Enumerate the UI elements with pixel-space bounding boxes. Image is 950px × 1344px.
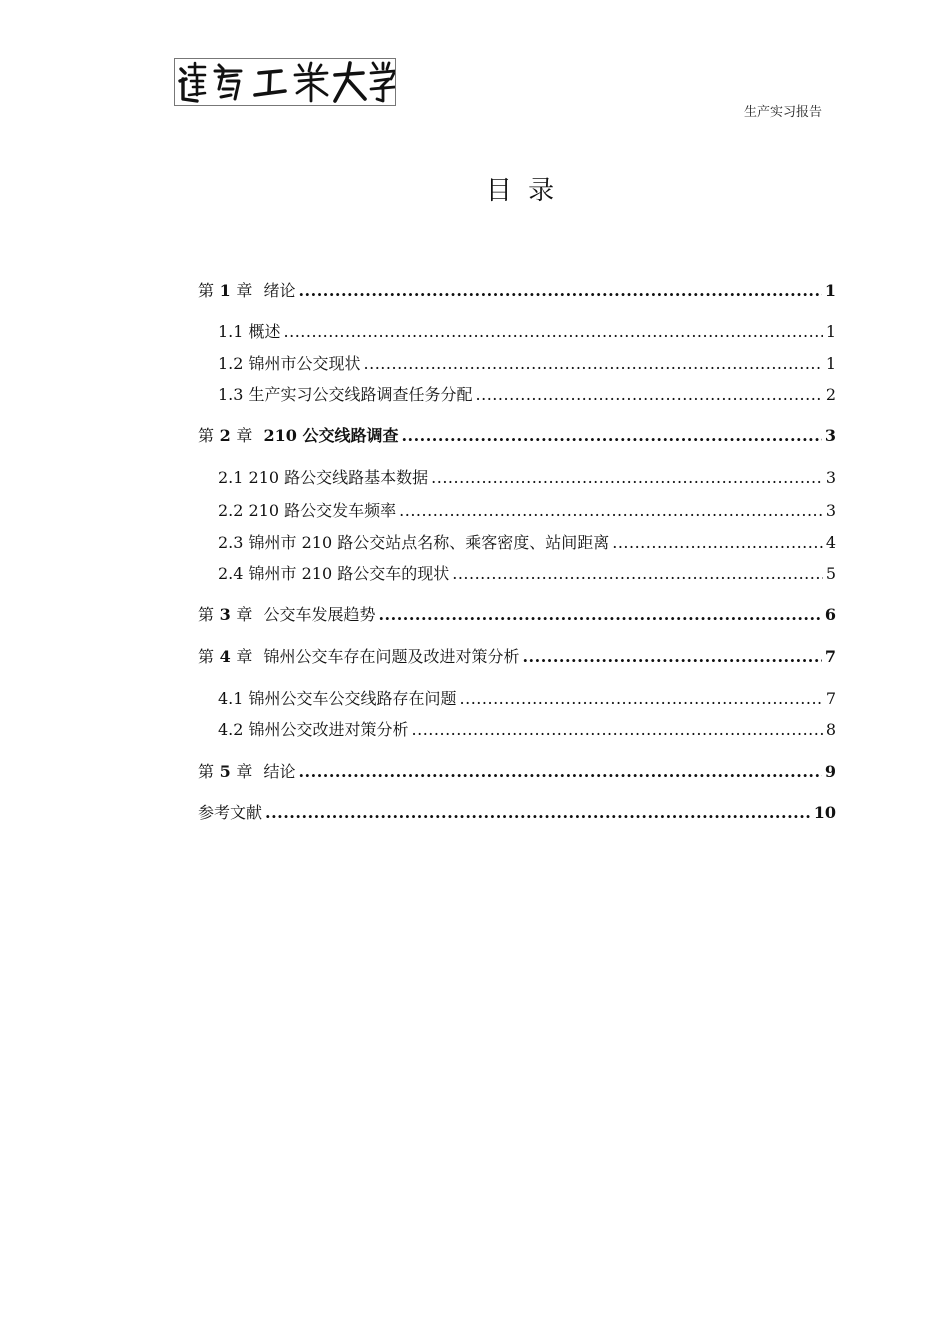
toc-leader-dots [298,761,821,783]
toc-leader-dots [284,321,823,343]
toc-page-number: 7 [824,647,836,666]
report-label: 生产实习报告 [743,105,822,120]
toc-leader-dots [612,532,823,554]
toc-page-number: 4 [825,533,836,552]
toc-section-1-3[interactable]: 1.3 生产实习公交线路调查任务分配 ..... 2 [218,384,836,406]
toc-leader-dots [412,719,823,741]
toc-section-4-2[interactable]: 4.2 锦州公交改进对策分析 ..... 8 [218,719,836,741]
toc-section-2-3[interactable]: 2.3 锦州市 210 路公交站点名称、乘客密度、站间距离 ..... 4 [218,532,836,554]
toc-page-number: 3 [824,426,836,445]
toc-section-1-1[interactable]: 1.1 概述 ..... 1 [218,321,836,343]
toc-page-number: 1 [825,354,836,373]
toc-leader-dots [431,467,823,489]
university-logo [174,58,396,106]
toc-chapter-4[interactable]: 第 4 章 锦州公交车存在问题及改进对策分析 ..... 7 [198,646,836,668]
toc-chapter-1[interactable]: 第 1 章 绪论 ..... 1 [198,280,836,302]
toc-page-number: 2 [825,385,836,404]
toc-leader-dots [401,425,821,447]
toc-section-4-1[interactable]: 4.1 锦州公交车公交线路存在问题 ..... 7 [218,688,836,710]
toc-leader-dots [364,353,823,375]
toc-leader-dots [378,604,821,626]
toc-leader-dots [476,384,823,406]
toc-leader-dots [452,563,823,585]
toc-leader-dots [298,280,821,302]
toc-chapter-2[interactable]: 第 2 章 210 公交线路调查 ..... 3 [198,425,836,447]
toc-leader-dots [265,802,811,824]
toc-page-number: 3 [825,501,836,520]
toc-section-2-4[interactable]: 2.4 锦州市 210 路公交车的现状 ..... 5 [218,563,836,585]
toc-page-number: 8 [825,720,836,739]
toc-page-number: 3 [825,468,836,487]
toc-page-number: 7 [825,689,836,708]
toc-page-number: 1 [824,281,836,300]
toc-leader-dots [460,688,823,710]
toc-page-number: 5 [825,564,836,583]
toc-references[interactable]: 参考文献 ..... 10 [198,802,836,824]
toc-leader-dots [522,646,821,668]
toc-section-2-1[interactable]: 2.1 210 路公交线路基本数据 ..... 3 [218,467,836,489]
toc-page-number: 10 [813,803,836,822]
toc-page-number: 6 [824,605,836,624]
toc-leader-dots [399,500,823,522]
toc-section-1-2[interactable]: 1.2 锦州市公交现状 ..... 1 [218,353,836,375]
page-title: 目 录 [485,176,559,206]
calligraphy-logo-icon [175,59,396,106]
toc-chapter-3[interactable]: 第 3 章 公交车发展趋势 ..... 6 [198,604,836,626]
toc-section-2-2[interactable]: 2.2 210 路公交发车频率 ..... 3 [218,500,836,522]
toc-page-number: 1 [825,322,836,341]
toc-page-number: 9 [824,762,836,781]
toc-chapter-5[interactable]: 第 5 章 结论 ..... 9 [198,761,836,783]
